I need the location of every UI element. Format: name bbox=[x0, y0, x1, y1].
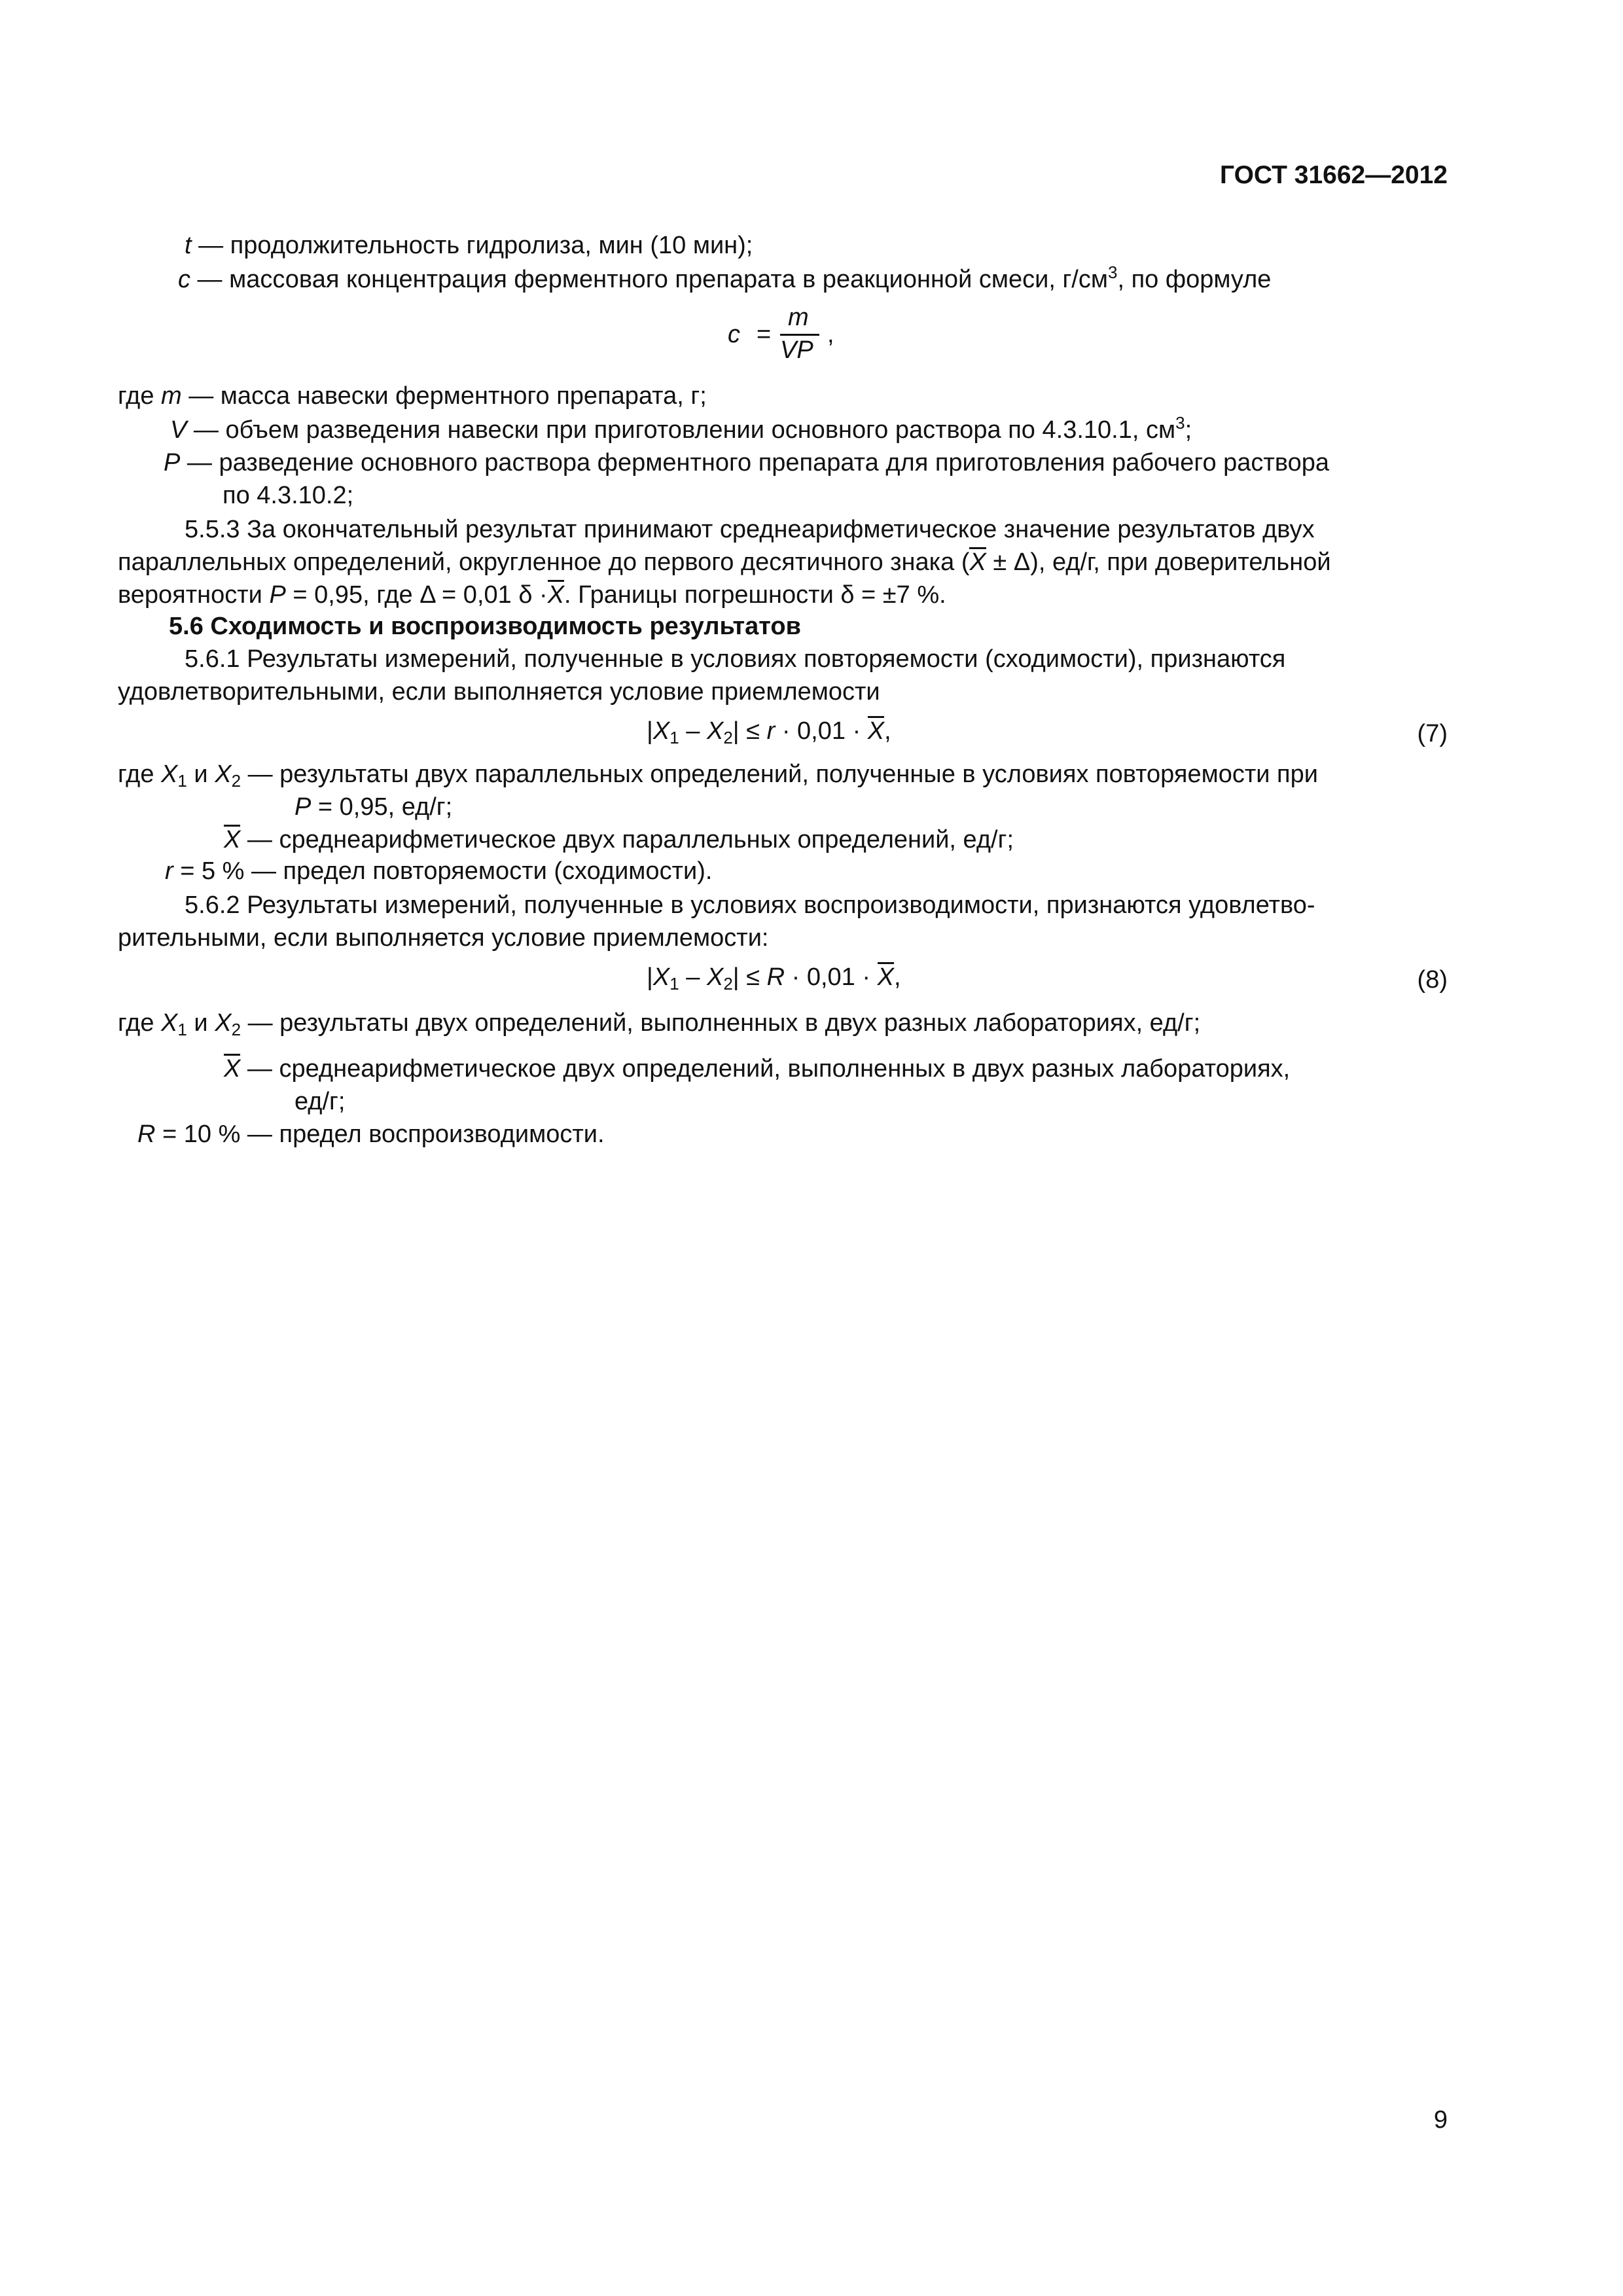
para-562-line1: 5.6.2 Результаты измерений, полученные в условиях воспроизводимости, признаются удовлетво- bbox=[185, 891, 1315, 919]
def8-text3: = 10 % — предел воспроизводимости. bbox=[155, 1121, 605, 1148]
xbar-symbol: X bbox=[969, 548, 986, 576]
symbol-t: t bbox=[185, 232, 192, 259]
def7-text3: — среднеарифметическое двух параллельных определений, ед/г; bbox=[240, 826, 1014, 853]
def-7-xbar bbox=[224, 825, 1014, 855]
def-m-text: — масса навески ферментного препарата, г; bbox=[181, 382, 707, 410]
def8-x2: X bbox=[215, 1009, 232, 1037]
equation-8 bbox=[647, 962, 901, 992]
def7-text1: — результаты двух параллельных определений, полученные в условиях повторяемости при bbox=[241, 761, 1318, 788]
symbol-c: c bbox=[178, 266, 190, 293]
def8-sub2: 2 bbox=[231, 1020, 241, 1039]
symbol-v: V bbox=[170, 416, 187, 444]
xbar-symbol: X bbox=[224, 1055, 241, 1083]
def-c-text: — массовая концентрация ферментного препарата в реакционной смеси, г/см bbox=[190, 266, 1108, 293]
para-553-l2a: параллельных определений, округленное до первого десятичного знака ( bbox=[118, 548, 970, 576]
page-number: 9 bbox=[1433, 2106, 1448, 2134]
def7-sub1: 1 bbox=[177, 771, 187, 791]
def-v-tail: ; bbox=[1185, 416, 1192, 444]
formula-c-lhs: c bbox=[728, 321, 740, 348]
formula-c-comma: , bbox=[827, 321, 834, 348]
para-562-line2: рительными, если выполняется условие приемлемости: bbox=[118, 924, 769, 952]
symbol-p: P bbox=[269, 581, 286, 609]
def8-and: и bbox=[187, 1009, 215, 1037]
eq8-x2: X bbox=[706, 963, 724, 991]
eq8-r: R bbox=[766, 963, 785, 991]
def-7-p bbox=[294, 792, 452, 822]
formula-c bbox=[728, 304, 859, 373]
def-v-sup: 3 bbox=[1175, 413, 1185, 433]
eq8-sub2: 2 bbox=[723, 974, 733, 994]
def-gde: где bbox=[118, 382, 162, 410]
def-8-r bbox=[137, 1119, 605, 1149]
eq7-const: · 0,01 · bbox=[775, 717, 868, 745]
def8-x1: X bbox=[161, 1009, 178, 1037]
def-p-text: — разведение основного раствора ферментного препарата для приготовления рабочего раствора bbox=[180, 449, 1329, 476]
def-t-text: — продолжительность гидролиза, мин (10 мин); bbox=[191, 232, 753, 259]
def-c bbox=[178, 264, 1271, 295]
eq8-sub1: 1 bbox=[669, 974, 679, 994]
def7-sub2: 2 bbox=[231, 771, 241, 791]
def-8-xbar bbox=[224, 1054, 1290, 1084]
para-553-line2 bbox=[118, 547, 1331, 577]
xbar-symbol: X bbox=[877, 963, 894, 991]
def8-text2: — среднеарифметическое двух определений, выполненных в двух разных лабораториях, bbox=[240, 1055, 1291, 1083]
eq8-abs-open: | bbox=[647, 963, 653, 991]
def-v-text: — объем разведения навески при приготовлении основного раствора по 4.3.10.1, см bbox=[187, 416, 1176, 444]
para-561-line2: удовлетворительными, если выполняется условие приемлемости bbox=[118, 678, 880, 706]
eq7-comma: , bbox=[884, 717, 891, 745]
def8-gde: где bbox=[118, 1009, 162, 1037]
eq7-x2: X bbox=[706, 717, 724, 745]
def7-x1: X bbox=[161, 761, 178, 788]
def-c-tail: , по формуле bbox=[1117, 266, 1272, 293]
equation-8-number: (8) bbox=[1417, 966, 1448, 994]
eq7-x1: X bbox=[652, 717, 670, 745]
eq7-sub1: 1 bbox=[669, 728, 679, 747]
formula-c-numerator: m bbox=[788, 304, 809, 331]
def8-text1: — результаты двух определений, выполненных в двух разных лабораториях, ед/г; bbox=[241, 1009, 1201, 1037]
def-7-r bbox=[165, 856, 712, 886]
para-553-l3a: вероятности bbox=[118, 581, 270, 609]
symbol-m: m bbox=[161, 382, 182, 410]
def8-sub1: 1 bbox=[177, 1020, 187, 1039]
eq7-r: r bbox=[766, 717, 776, 745]
document-header: ГОСТ 31662—2012 bbox=[1220, 161, 1448, 189]
symbol-r: R bbox=[137, 1121, 156, 1148]
formula-c-denominator: VP bbox=[780, 336, 813, 364]
eq8-const: · 0,01 · bbox=[785, 963, 878, 991]
def7-x2: X bbox=[215, 761, 232, 788]
para-553-l3c: . Границы погрешности δ = ±7 %. bbox=[564, 581, 946, 609]
para-561-line1: 5.6.1 Результаты измерений, полученные в условиях повторяемости (сходимости), признаются bbox=[185, 645, 1286, 673]
eq7-abs-open: | bbox=[647, 717, 653, 745]
xbar-symbol: X bbox=[867, 717, 885, 745]
para-553-l3b: = 0,95, где Δ = 0,01 δ · bbox=[285, 581, 548, 609]
section-heading-5-6: 5.6 Сходимость и воспроизводимость результатов bbox=[169, 613, 801, 640]
equation-7 bbox=[647, 716, 891, 745]
eq7-abs-close: | ≤ bbox=[732, 717, 767, 745]
def7-text4: = 5 % — предел повторяемости (сходимости). bbox=[173, 857, 713, 885]
def-c-sup: 3 bbox=[1108, 262, 1118, 282]
def-8-xbar-cont: ед/г; bbox=[294, 1088, 346, 1115]
eq8-minus: – bbox=[679, 963, 707, 991]
para-553-l2b: ± Δ), ед/г, при доверительной bbox=[986, 548, 1331, 576]
def7-text2: = 0,95, ед/г; bbox=[311, 793, 453, 821]
def-p-cont: по 4.3.10.2; bbox=[223, 482, 354, 509]
def-m bbox=[118, 381, 707, 411]
eq8-comma: , bbox=[893, 963, 901, 991]
def-v bbox=[170, 415, 1192, 445]
symbol-p: P bbox=[294, 793, 312, 821]
xbar-symbol: X bbox=[224, 826, 241, 853]
formula-c-eq: = bbox=[757, 321, 772, 348]
def-8-x1x2 bbox=[118, 1008, 1200, 1038]
def7-gde: где bbox=[118, 761, 162, 788]
fraction-bar bbox=[780, 334, 819, 336]
symbol-p: P bbox=[164, 449, 181, 476]
def7-and: и bbox=[187, 761, 215, 788]
eq8-abs-close: | ≤ bbox=[732, 963, 767, 991]
eq7-minus: – bbox=[679, 717, 707, 745]
para-553-line3 bbox=[118, 580, 946, 610]
equation-7-number: (7) bbox=[1417, 720, 1448, 747]
symbol-r: r bbox=[165, 857, 173, 885]
eq8-x1: X bbox=[652, 963, 670, 991]
def-t bbox=[185, 230, 753, 260]
def-7-x1x2 bbox=[118, 759, 1318, 789]
xbar-symbol: X bbox=[547, 581, 565, 609]
def-p bbox=[164, 448, 1329, 478]
para-553-line1: 5.5.3 За окончательный результат принимают среднеарифметическое значение результатов двух bbox=[185, 516, 1315, 543]
eq7-sub2: 2 bbox=[723, 728, 733, 747]
